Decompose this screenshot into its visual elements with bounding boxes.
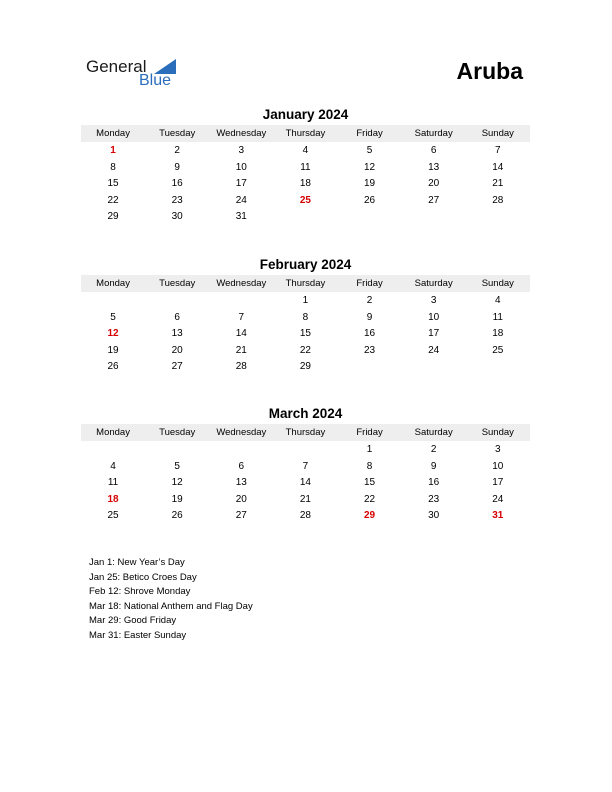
weekday-label: Friday: [356, 128, 383, 139]
empty-day-cell: [466, 359, 530, 376]
holiday-list: [89, 556, 253, 644]
day-cell: 31: [492, 510, 504, 522]
day-cell: 10: [428, 311, 440, 323]
day-cell: 20: [428, 178, 440, 190]
weekday-label: Monday: [96, 278, 130, 289]
day-cell: 12: [364, 161, 376, 173]
day-cell: 8: [366, 460, 373, 472]
day-cell: 4: [495, 295, 501, 306]
holiday-list-item: Mar 18: National Anthem and Flag Day: [89, 600, 253, 612]
week-row: [81, 442, 530, 459]
week-row: [81, 310, 530, 327]
weekday-header-row: [81, 275, 530, 292]
weekday-header-row: [81, 424, 530, 441]
day-cell: 29: [364, 510, 376, 522]
weekday-header-row: [81, 125, 530, 142]
empty-day-cell: [402, 359, 466, 376]
weekday-label: Tuesday: [159, 278, 196, 289]
day-cell: 22: [107, 194, 119, 206]
week-row: [81, 475, 530, 492]
day-cell: 30: [171, 211, 183, 223]
day-cell: 26: [107, 361, 119, 373]
day-cell: 30: [428, 510, 440, 522]
day-cell: 2: [366, 295, 373, 306]
day-cell: 16: [428, 477, 440, 489]
day-cell: 11: [300, 161, 311, 173]
weekday-label: Thursday: [285, 128, 326, 139]
day-cell: 24: [235, 194, 247, 206]
day-cell: 9: [366, 311, 373, 323]
day-cell: 13: [428, 161, 440, 173]
day-cell: 27: [171, 361, 183, 373]
day-cell: 6: [430, 145, 437, 156]
day-cell: 17: [492, 477, 504, 489]
weekday-label: Sunday: [481, 427, 514, 438]
empty-day-cell: [209, 442, 273, 459]
day-cell: 31: [235, 211, 247, 223]
week-row: [81, 293, 530, 310]
weekday-label: Monday: [96, 128, 130, 139]
day-cell: 13: [171, 328, 183, 340]
day-cell: 23: [171, 194, 183, 206]
day-cell: 7: [495, 145, 501, 156]
day-cell: 27: [235, 510, 247, 522]
day-cell: 2: [174, 145, 180, 156]
day-cell: 15: [299, 328, 311, 340]
weekday-label: Saturday: [414, 128, 453, 139]
day-cell: 14: [299, 477, 311, 489]
day-cell: 23: [364, 344, 376, 356]
day-cell: 2: [430, 444, 437, 455]
logo-blue-text: Blue: [139, 72, 172, 89]
weekday-label: Tuesday: [159, 128, 196, 139]
day-cell: 5: [174, 460, 180, 472]
month-title: February 2024: [259, 257, 352, 272]
day-cell: 16: [364, 328, 376, 340]
weekday-label: Tuesday: [159, 427, 196, 438]
day-cell: 14: [492, 161, 504, 173]
logo-general-text: General: [86, 57, 147, 76]
empty-day-cell: [145, 293, 209, 310]
day-cell: 15: [107, 178, 119, 190]
day-cell: 10: [235, 161, 247, 173]
weekday-label: Friday: [356, 278, 383, 289]
weekday-label: Wednesday: [216, 128, 267, 139]
week-row: [81, 193, 530, 210]
day-cell: 21: [299, 493, 311, 505]
week-row: [81, 143, 530, 160]
day-cell: 6: [238, 460, 245, 472]
weekday-label: Saturday: [414, 427, 453, 438]
day-cell: 17: [428, 328, 440, 340]
weekday-label: Thursday: [285, 278, 326, 289]
holiday-list-item: Jan 25: Betico Croes Day: [89, 571, 197, 583]
day-cell: 28: [299, 510, 311, 522]
day-cell: 25: [492, 344, 504, 356]
week-row: [81, 160, 530, 177]
day-cell: 29: [107, 211, 119, 223]
day-cell: 3: [495, 444, 501, 455]
day-cell: 29: [299, 361, 311, 373]
day-cell: 19: [171, 493, 183, 505]
empty-day-cell: [209, 293, 273, 310]
day-cell: 26: [364, 194, 376, 206]
day-cell: 28: [492, 194, 504, 206]
empty-day-cell: [273, 209, 337, 226]
day-cell: 20: [171, 344, 183, 356]
day-cell: 22: [299, 344, 311, 356]
day-cell: 18: [492, 328, 504, 340]
day-cell: 12: [171, 477, 183, 489]
day-cell: 12: [107, 328, 119, 340]
empty-day-cell: [81, 442, 145, 459]
weekday-label: Wednesday: [216, 278, 267, 289]
empty-day-cell: [466, 209, 530, 226]
week-row: [81, 176, 530, 193]
day-cell: 22: [364, 493, 376, 505]
day-cell: 5: [110, 311, 116, 323]
day-cell: 11: [492, 311, 503, 323]
country-title: Aruba: [456, 58, 523, 84]
day-cell: 3: [430, 295, 437, 306]
brand-logo: [86, 57, 186, 91]
empty-day-cell: [338, 209, 402, 226]
day-cell: 18: [299, 178, 311, 190]
empty-day-cell: [338, 359, 402, 376]
day-cell: 25: [107, 510, 119, 522]
day-cell: 21: [235, 344, 247, 356]
day-cell: 9: [174, 161, 180, 173]
day-cell: 24: [492, 493, 504, 505]
day-cell: 3: [238, 145, 245, 156]
day-cell: 1: [366, 444, 373, 455]
week-row: [81, 343, 530, 360]
weekday-label: Sunday: [481, 278, 514, 289]
day-cell: 13: [235, 477, 247, 489]
day-cell: 19: [364, 178, 376, 190]
day-cell: 26: [171, 510, 183, 522]
day-cell: 28: [235, 361, 247, 373]
day-cell: 5: [366, 145, 373, 156]
holiday-list-item: Feb 12: Shrove Monday: [89, 586, 191, 598]
week-row: [81, 492, 530, 509]
empty-day-cell: [81, 293, 145, 310]
weekday-label: Friday: [356, 427, 383, 438]
day-cell: 18: [107, 493, 119, 505]
month-title: March 2024: [268, 406, 343, 421]
empty-day-cell: [145, 442, 209, 459]
holiday-list-item: Jan 1: New Year’s Day: [89, 557, 185, 568]
day-cell: 25: [299, 194, 311, 206]
day-cell: 4: [302, 145, 309, 156]
day-cell: 1: [110, 145, 116, 156]
week-row: [81, 209, 530, 226]
day-cell: 10: [492, 460, 504, 472]
holiday-list-item: Mar 31: Easter Sunday: [89, 629, 187, 641]
day-cell: 8: [110, 161, 116, 173]
day-cell: 9: [430, 460, 437, 472]
day-cell: 23: [428, 493, 440, 505]
day-cell: 11: [107, 477, 119, 489]
day-cell: 15: [364, 477, 376, 489]
day-cell: 14: [235, 328, 247, 340]
week-row: [81, 508, 530, 525]
day-cell: 1: [302, 295, 309, 306]
month-block: [81, 405, 530, 525]
day-cell: 7: [238, 311, 245, 323]
day-cell: 27: [428, 194, 440, 206]
month-title: January 2024: [262, 107, 349, 122]
day-cell: 8: [302, 311, 309, 323]
day-cell: 21: [492, 178, 504, 190]
week-row: [81, 359, 530, 376]
month-block: [81, 256, 530, 376]
holiday-list-item: Mar 29: Good Friday: [89, 615, 177, 627]
weekday-label: Wednesday: [216, 427, 267, 438]
month-block: [81, 106, 530, 226]
weekday-label: Thursday: [285, 427, 326, 438]
week-row: [81, 459, 530, 476]
weekday-label: Monday: [96, 427, 130, 438]
day-cell: 7: [302, 460, 309, 472]
day-cell: 16: [171, 178, 183, 190]
day-cell: 24: [428, 344, 440, 356]
day-cell: 19: [107, 344, 119, 356]
day-cell: 6: [174, 311, 180, 323]
day-cell: 17: [235, 178, 247, 190]
empty-day-cell: [402, 209, 466, 226]
day-cell: 20: [235, 493, 247, 505]
day-cell: 4: [110, 460, 116, 472]
weekday-label: Sunday: [481, 128, 514, 139]
weekday-label: Saturday: [414, 278, 453, 289]
empty-day-cell: [273, 442, 337, 459]
week-row: [81, 326, 530, 343]
